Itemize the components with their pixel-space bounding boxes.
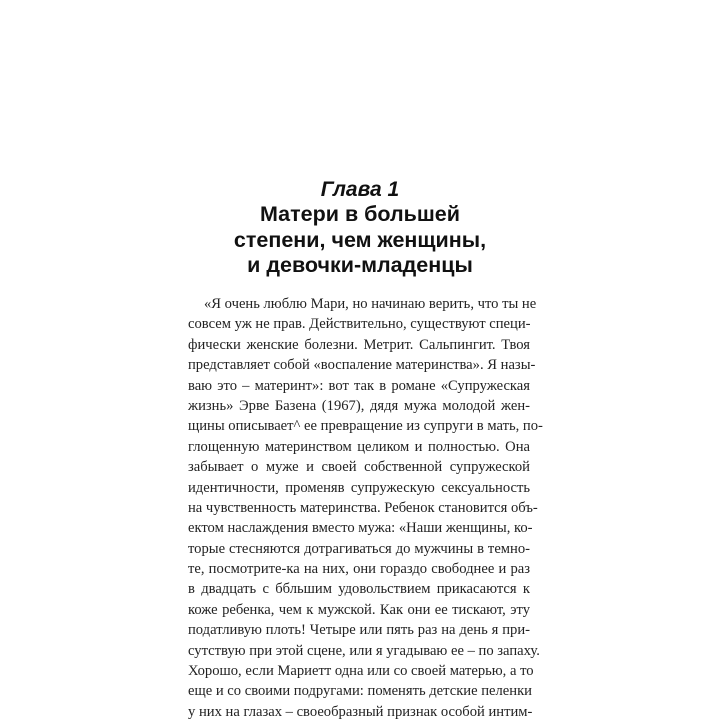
text-line: щины описывает^ ее превращение из супруги в мать, по- [188,418,543,435]
chapter-title-line-1: Матери в большей [260,202,460,226]
text-line: фически женские болезни. Метрит. Сальпингит. Твоя [188,336,530,353]
text-line: коже ребенка, чем к мужской. Как они ее тискают, эту [188,601,530,618]
text-line: глощенную материнством целиком и полностью. Она [188,438,530,455]
text-line: те, посмотрите-ка на них, они гораздо свободнее и раз [188,561,530,578]
text-line: податливую плоть! Четыре или пять раз на день я при- [188,622,530,639]
chapter-label: Глава 1 [320,178,400,201]
text-line: ваю это – материнт»: вот так в романе «Супружеская [188,377,530,394]
text-line: ектом наслаждения вместо мужа: «Наши женщины, ко- [188,520,533,537]
text-line: совсем уж не прав. Действительно, существуют специ- [188,316,531,333]
text-line: у них на глазах – своеобразный признак особой интим- [188,703,533,720]
body-paragraph [188,294,543,722]
text-line: еще и со своими подругами: поменять детские пеленки [188,683,532,700]
chapter-title-line-2: степени, чем женщины, [233,227,487,252]
text-line: забывает о муже и своей собственной супружеской [188,459,530,476]
chapter-heading [0,178,720,279]
text-line: в двадцать с ббльшим удовольствием прикасаются к [188,581,530,598]
text-line: торые стесняются дотрагиваться до мужчины в темно- [188,540,530,557]
chapter-title-line-3: и девочки-младенцы [247,253,473,277]
text-line: «Я очень люблю Мари, но начинаю верить, что ты не [204,296,537,312]
text-line: жизнь» Эрве Базена (1967), дядя мужа молодой жен- [188,397,530,414]
text-line: представляет собой «воспаление материнства». Я назы- [188,357,536,374]
text-line: идентичности, променяв супружескую сексуальность [188,479,530,496]
text-line: Хорошо, если Мариетт одна или со своей матерью, а то [188,663,534,680]
text-line: сутствую при этой сцене, или я угадываю ее – по запаху. [188,642,540,659]
text-line: на чувственность материнства. Ребенок становится объ- [188,499,538,516]
